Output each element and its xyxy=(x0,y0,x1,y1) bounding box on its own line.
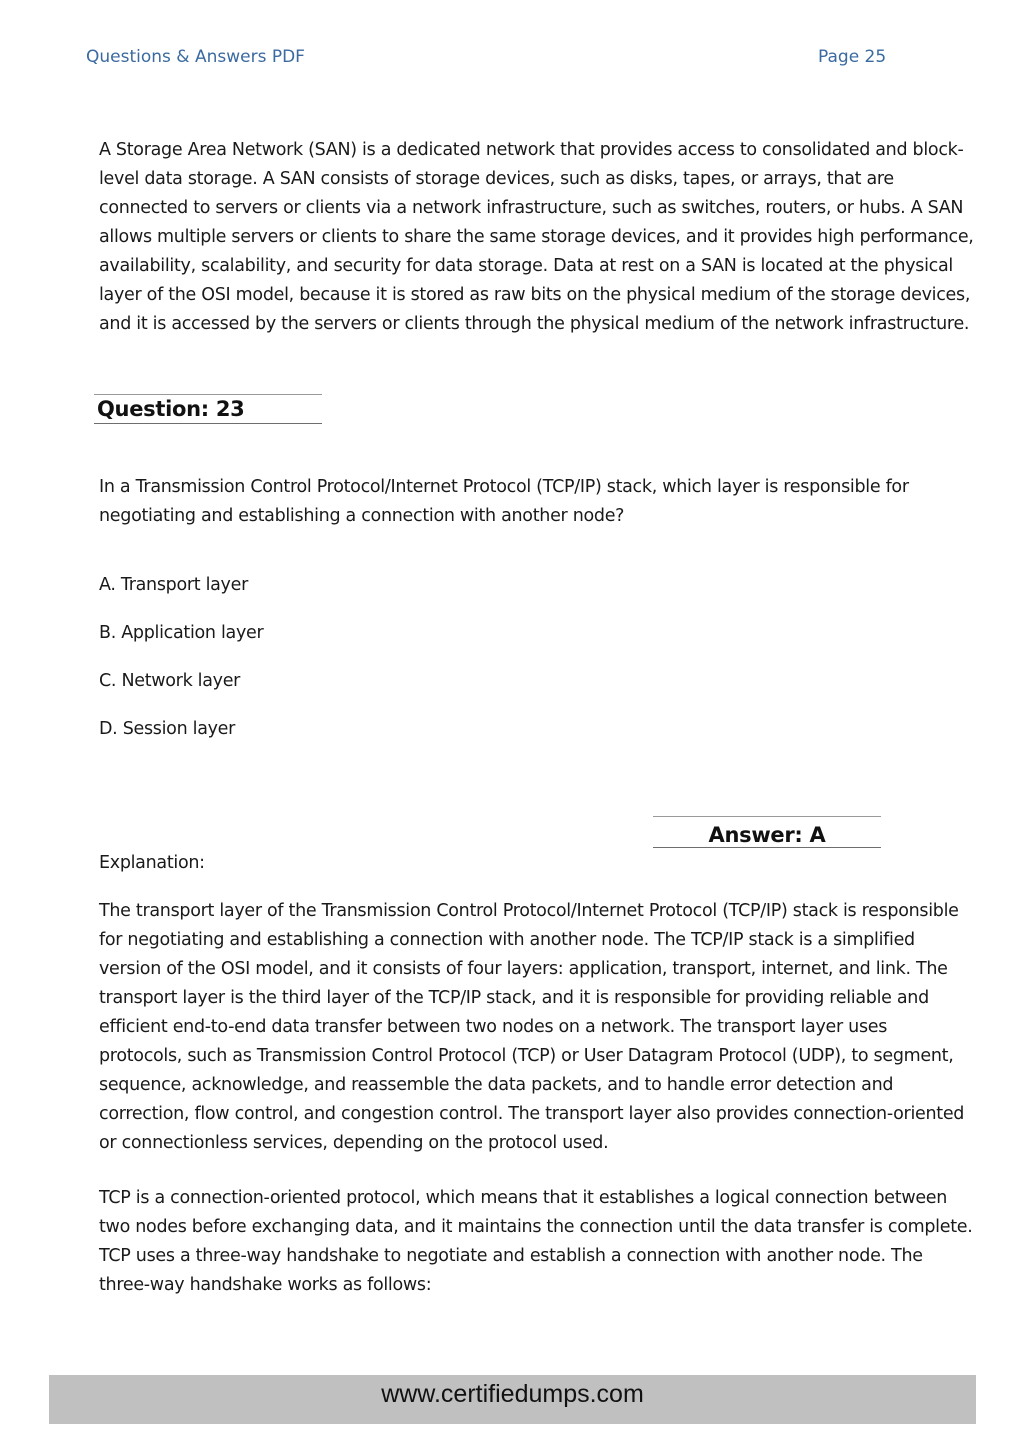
header-title: Questions & Answers PDF xyxy=(86,47,305,67)
explanation-paragraph-2: TCP is a connection-oriented protocol, which means that it establishes a logical connection between two nodes before exchanging data, and it maintains the connection until the data transfer is complete. TCP uses a three-way handshake to negotiate and establish a connection with another node. The three-way handshake works as follows: xyxy=(99,1188,973,1295)
explanation-label: Explanation: xyxy=(99,853,205,873)
option-a: A. Transport layer xyxy=(99,575,248,595)
answer-box xyxy=(653,816,881,848)
explanation-paragraph-1: The transport layer of the Transmission Control Protocol/Internet Protocol (TCP/IP) stack is responsible for negotiating and establishing a connection with another node. The TCP/IP stack is a simplified version of the OSI model, and it consists of four layers: application, transport, internet, and link. The transport layer is the third layer of the TCP/IP stack, and it is responsible for providing reliable and efficient end-to-end data transfer between two nodes on a network. The transport layer uses protocols, such as Transmission Control Protocol (TCP) or User Datagram Protocol (UDP), to segment, sequence, acknowledge, and reassemble the data packets, and to handle error detection and correction, flow control, and congestion control. The transport layer also provides connection-oriented or connectionless services, depending on the protocol used. xyxy=(99,901,965,1153)
question-title: Question: 23 xyxy=(97,397,245,421)
intro-paragraph: A Storage Area Network (SAN) is a dedicated network that provides access to consolidated and block-level data storage. A SAN consists of storage devices, such as disks, tapes, or arrays, that are connected to servers or clients via a network infrastructure, such as switches, routers, or hubs. A SAN allows multiple servers or clients to share the same storage devices, and it provides high performance, availability, scalability, and security for data storage. Data at rest on a SAN is located at the physical layer of the OSI model, because it is stored as raw bits on the physical medium of the storage devices, and it is accessed by the servers or clients through the physical medium of the network infrastructure. xyxy=(99,140,974,334)
question-text: In a Transmission Control Protocol/Internet Protocol (TCP/IP) stack, which layer is responsible for negotiating and establishing a connection with another node? xyxy=(99,477,909,526)
option-d: D. Session layer xyxy=(99,719,236,739)
option-b: B. Application layer xyxy=(99,623,264,643)
question-heading-box xyxy=(94,394,322,424)
footer-bar xyxy=(49,1375,976,1424)
footer-url[interactable]: www.certifiedumps.com xyxy=(381,1380,644,1408)
option-c: C. Network layer xyxy=(99,671,241,691)
page-number: Page 25 xyxy=(818,47,887,67)
answer-label: Answer: A xyxy=(708,823,826,847)
